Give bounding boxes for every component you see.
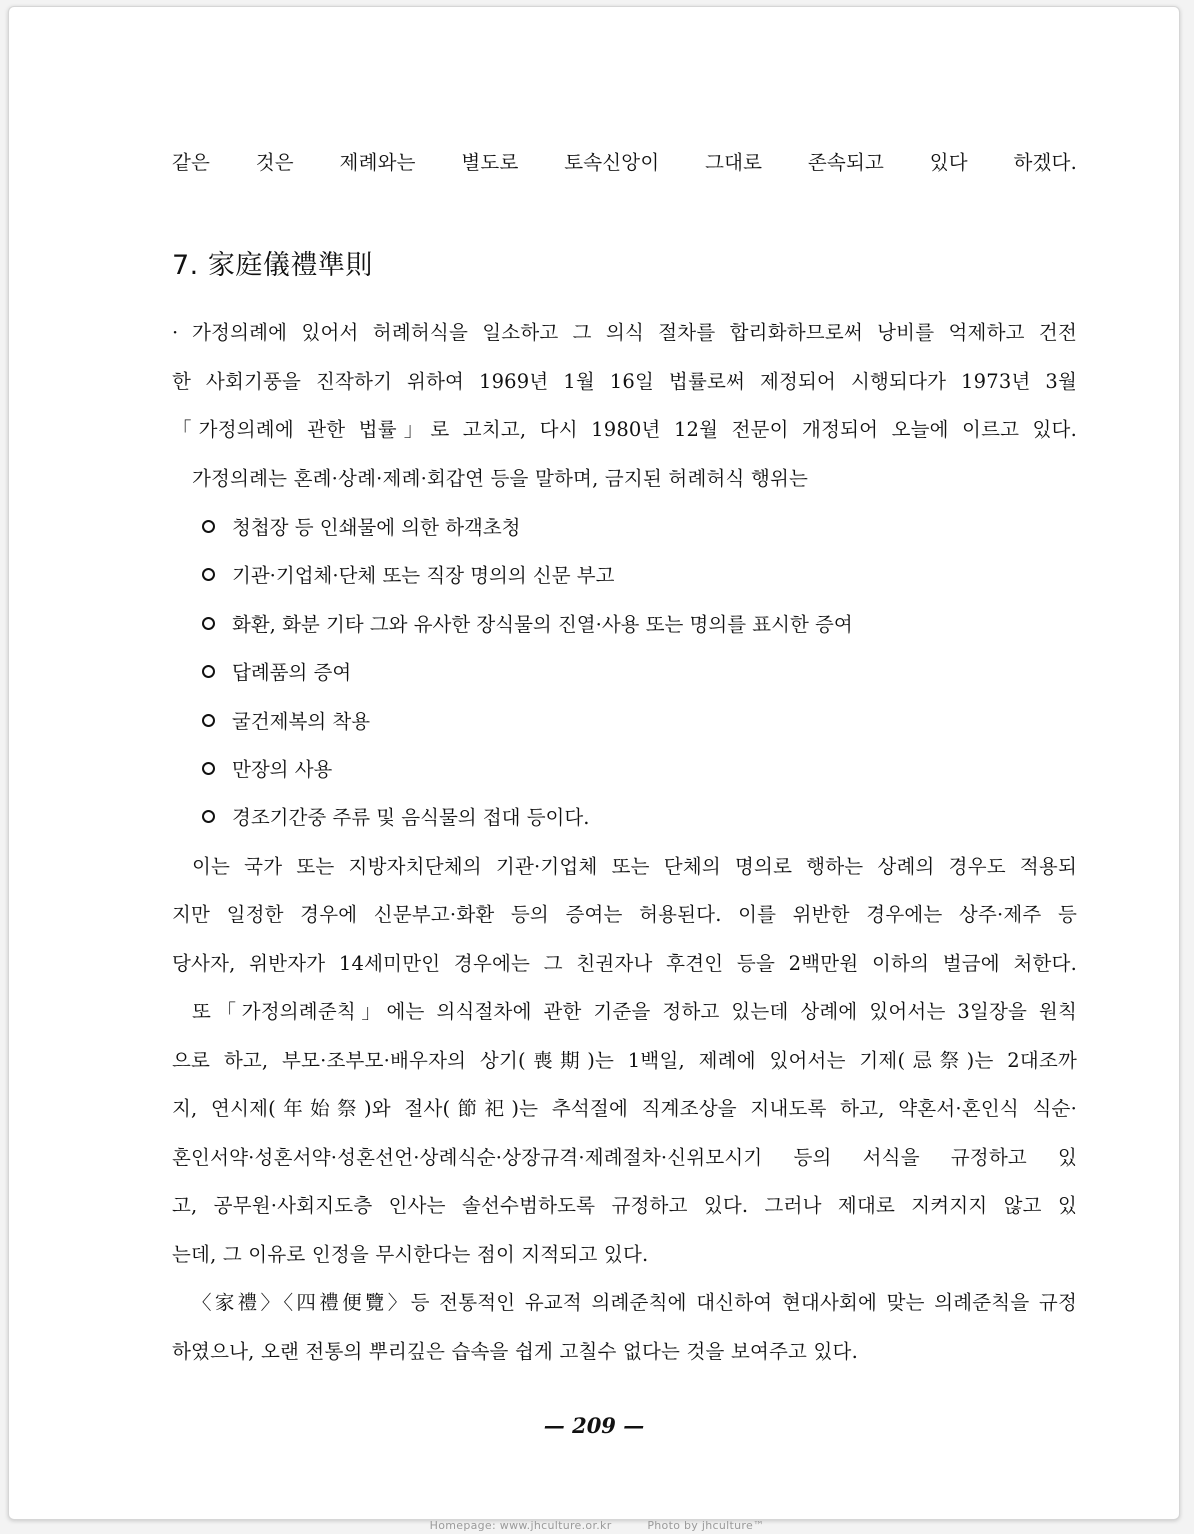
photo-credit: Photo by jhculture™: [647, 1519, 765, 1532]
circle-bullet-icon: [202, 665, 215, 678]
paragraph-4-line-1: 또「가정의례준칙」에는 의식절차에 관한 기준을 정하고 있는데 상례에 있어서는 3일장을 원칙: [192, 1000, 1077, 1023]
footer-credits: [0, 1519, 1194, 1532]
paragraph-4-line-3: 지, 연시제(年始祭)와 절사(節祀)는 추석절에 직계조상을 지내도록 하고, 약혼서·혼인식 식순·: [172, 1097, 1077, 1120]
homepage-link[interactable]: Homepage: www.jhculture.or.kr: [429, 1519, 612, 1532]
list-item: 만장의 사용: [202, 758, 332, 782]
document-page: [8, 6, 1180, 1520]
paragraph-2-intro: 가정의례는 혼례·상례·제례·회갑연 등을 말하며, 금지된 허례허식 행위는: [192, 467, 809, 490]
paragraph-1-line-1: · 가정의례에 있어서 허례허식을 일소하고 그 의식 절차를 합리화하므로써 낭비를 억제하고 건전: [172, 321, 1077, 344]
circle-bullet-icon: [202, 762, 215, 775]
intro-line: 같은 것은 제례와는 별도로 토속신앙이 그대로 존속되고 있다 하겠다.: [172, 151, 1077, 174]
list-item: 화환, 화분 기타 그와 유사한 장식물의 진열·사용 또는 명의를 표시한 증여: [202, 613, 853, 637]
paragraph-4-line-2: 으로 하고, 부모·조부모·배우자의 상기(喪期)는 1백일, 제례에 있어서는 기제(忌祭)는 2대조까: [172, 1049, 1077, 1072]
list-item: 경조기간중 주류 및 음식물의 접대 등이다.: [202, 806, 589, 830]
paragraph-5-line-2: 하였으나, 오랜 전통의 뿌리깊은 습속을 쉽게 고칠수 없다는 것을 보여주고 있다.: [172, 1340, 858, 1363]
paragraph-1-line-3: 「가정의례에 관한 법률」로 고치고, 다시 1980년 12월 전문이 개정되어 오늘에 이르고 있다.: [172, 418, 1077, 441]
list-item: 답례품의 증여: [202, 661, 351, 685]
paragraph-4-line-5: 고, 공무원·사회지도층 인사는 솔선수범하도록 규정하고 있다. 그러나 제대로 지켜지지 않고 있: [172, 1194, 1077, 1217]
paragraph-mark: ·: [172, 321, 179, 344]
circle-bullet-icon: [202, 617, 215, 630]
circle-bullet-icon: [202, 520, 215, 533]
paragraph-1-line-2: 한 사회기풍을 진작하기 위하여 1969년 1월 16일 법률로써 제정되어 시행되다가 1973년 3월: [172, 370, 1077, 393]
circle-bullet-icon: [202, 568, 215, 581]
paragraph-3-line-2: 지만 일정한 경우에 신문부고·화환 등의 증여는 허용된다. 이를 위반한 경우에는 상주·제주 등: [172, 903, 1077, 926]
paragraph-4-line-4: 혼인서약·성혼서약·성혼선언·상례식순·상장규격·제례절차·신위모시기 등의 서식을 규정하고 있: [172, 1146, 1077, 1169]
list-item: 굴건제복의 착용: [202, 710, 370, 734]
section-heading: 7. 家庭儀禮準則: [172, 250, 373, 281]
circle-bullet-icon: [202, 810, 215, 823]
list-item: 청첩장 등 인쇄물에 의한 하객초청: [202, 516, 521, 540]
paragraph-5-line-1: 〈家禮〉〈四禮便覽〉등 전통적인 유교적 의례준칙에 대신하여 현대사회에 맞는 의례준칙을 규정: [192, 1291, 1077, 1314]
page-number: — 209 —: [543, 1413, 645, 1438]
list-item: 기관·기업체·단체 또는 직장 명의의 신문 부고: [202, 564, 614, 588]
paragraph-3-line-1: 이는 국가 또는 지방자치단체의 기관·기업체 또는 단체의 명의로 행하는 상례의 경우도 적용되: [192, 855, 1077, 878]
paragraph-4-line-6: 는데, 그 이유로 인정을 무시한다는 점이 지적되고 있다.: [172, 1243, 649, 1266]
circle-bullet-icon: [202, 714, 215, 727]
paragraph-3-line-3: 당사자, 위반자가 14세미만인 경우에는 그 친권자나 후견인 등을 2백만원 이하의 벌금에 처한다.: [172, 952, 1077, 975]
